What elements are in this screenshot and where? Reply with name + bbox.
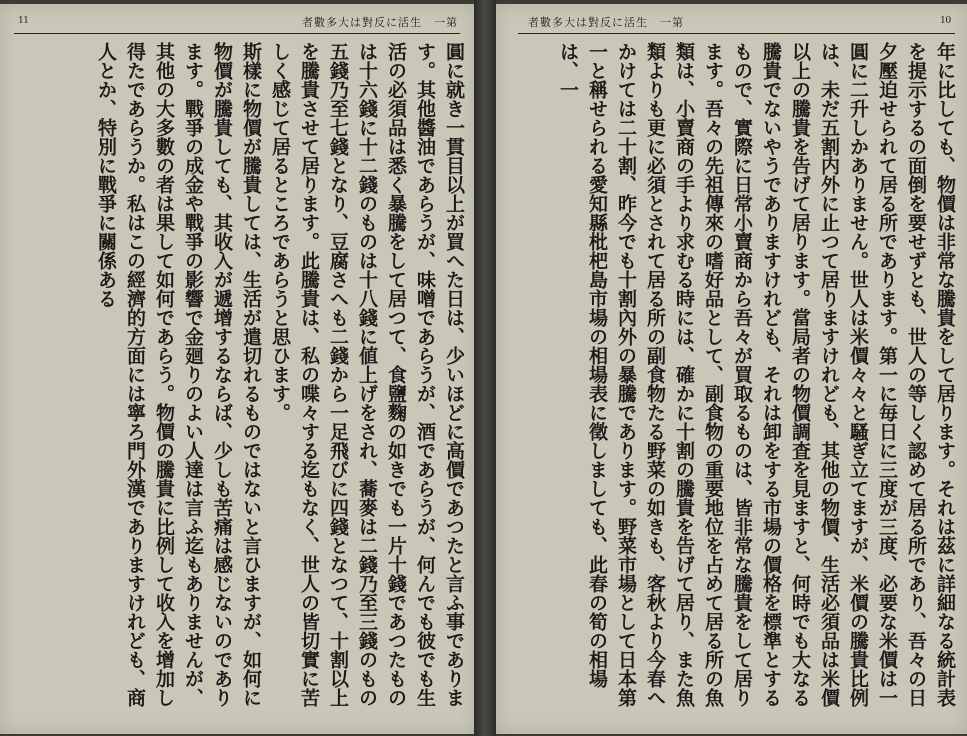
left-page-body: [20, 42, 468, 724]
left-running-header: 者數多大は對反に活生 一第: [302, 16, 458, 29]
right-page-number: 10: [940, 14, 951, 26]
left-page-header: [14, 12, 460, 34]
left-header-rule: [14, 33, 460, 34]
book-gutter: [474, 0, 496, 736]
left-paragraph-2: 斯樣に物價が騰貴しては、生活が遣切れるものではないと言ひますが、如何に物價が騰貴しても、其收入が遞增するならば、少しも苦痛は感じないのであります。戰爭の成金や戰爭の影響で金廻りのよい人達は言ふ迄もありませんが、其他の大多數の者は果して如何であらう。物價の騰貴に比例して收入を增加し得たであらうか。私はこの經濟的方面には寧ろ門外漢でありますけれども、商人とか、特別に戰爭に關係ある: [95, 42, 262, 707]
left-paragraph-1: 圓に就き一貫目以上が買へた日は、少いほどに高價であつたと言ふ事であります。其他醬油であらうが、味噌であらうが、酒であらうが、何んでも彼でも生活の必須品は悉く暴騰をして居つて、食鹽麴の如きでも一片十錢であつたものは十六錢に十二錢のものは十八錢に値上げをされ、蕎麥は二錢乃至三錢のもの五錢乃至七錢となり、豆腐さへも二錢から一足飛びに四錢となつて、十割以上を騰貴させて居ります。此騰貴は、私の喋々する迄もなく、世人の皆切實に苦しく感じて居るところであらうと思ひます。: [269, 42, 465, 707]
right-page-header: [518, 12, 955, 34]
right-paragraph-1: 年に比しても、物價は非常な騰貴をして居ります。それは茲に詳細なる統計表を提示するの面倒を要せずとも、世人の等しく認めて居る所であり、吾々の日夕壓迫せられて居る所であります。第一に毎日に三度が三度、必要な米價は一圓に二升しかありません。世人は米價々々と騷ぎ立てますが、米價の騰貴比例は、未だ五割内外に止つて居りますけれども、其他の物價、生活必須品は米價以上の騰貴を告げて居ります。當局者の物價調査を見ますと、何時でも大なる騰貴でないやうでありますけれども、それは卸をする市場の價格を標準とするもので、實際に日常小賣商から吾々が買取るものは、皆非常な騰貴をして居ります。吾々の先祖傳來の嗜好品として、副食物の重要地位を占めて居る所の魚類は、小賣商の手より求むる時には、確かに十割の騰貴を告げて居り、また魚類よりも更に必須とされて居る所の副食物たる野菜の如きも、客秋より今春へかけては二十割、昨今でも十割內外の暴騰であります。野菜市場として日本第一と稱せられる愛知縣枇杷島市場の相場表に徵しましても、此春の筍の相場は、一: [557, 42, 956, 707]
right-page-body: [516, 42, 959, 724]
right-page: [496, 4, 967, 734]
right-running-header: 者數多大は對反に活生 一第: [528, 16, 684, 29]
left-page: [0, 4, 474, 734]
right-header-rule: [518, 33, 955, 34]
left-page-number: 11: [18, 14, 29, 26]
